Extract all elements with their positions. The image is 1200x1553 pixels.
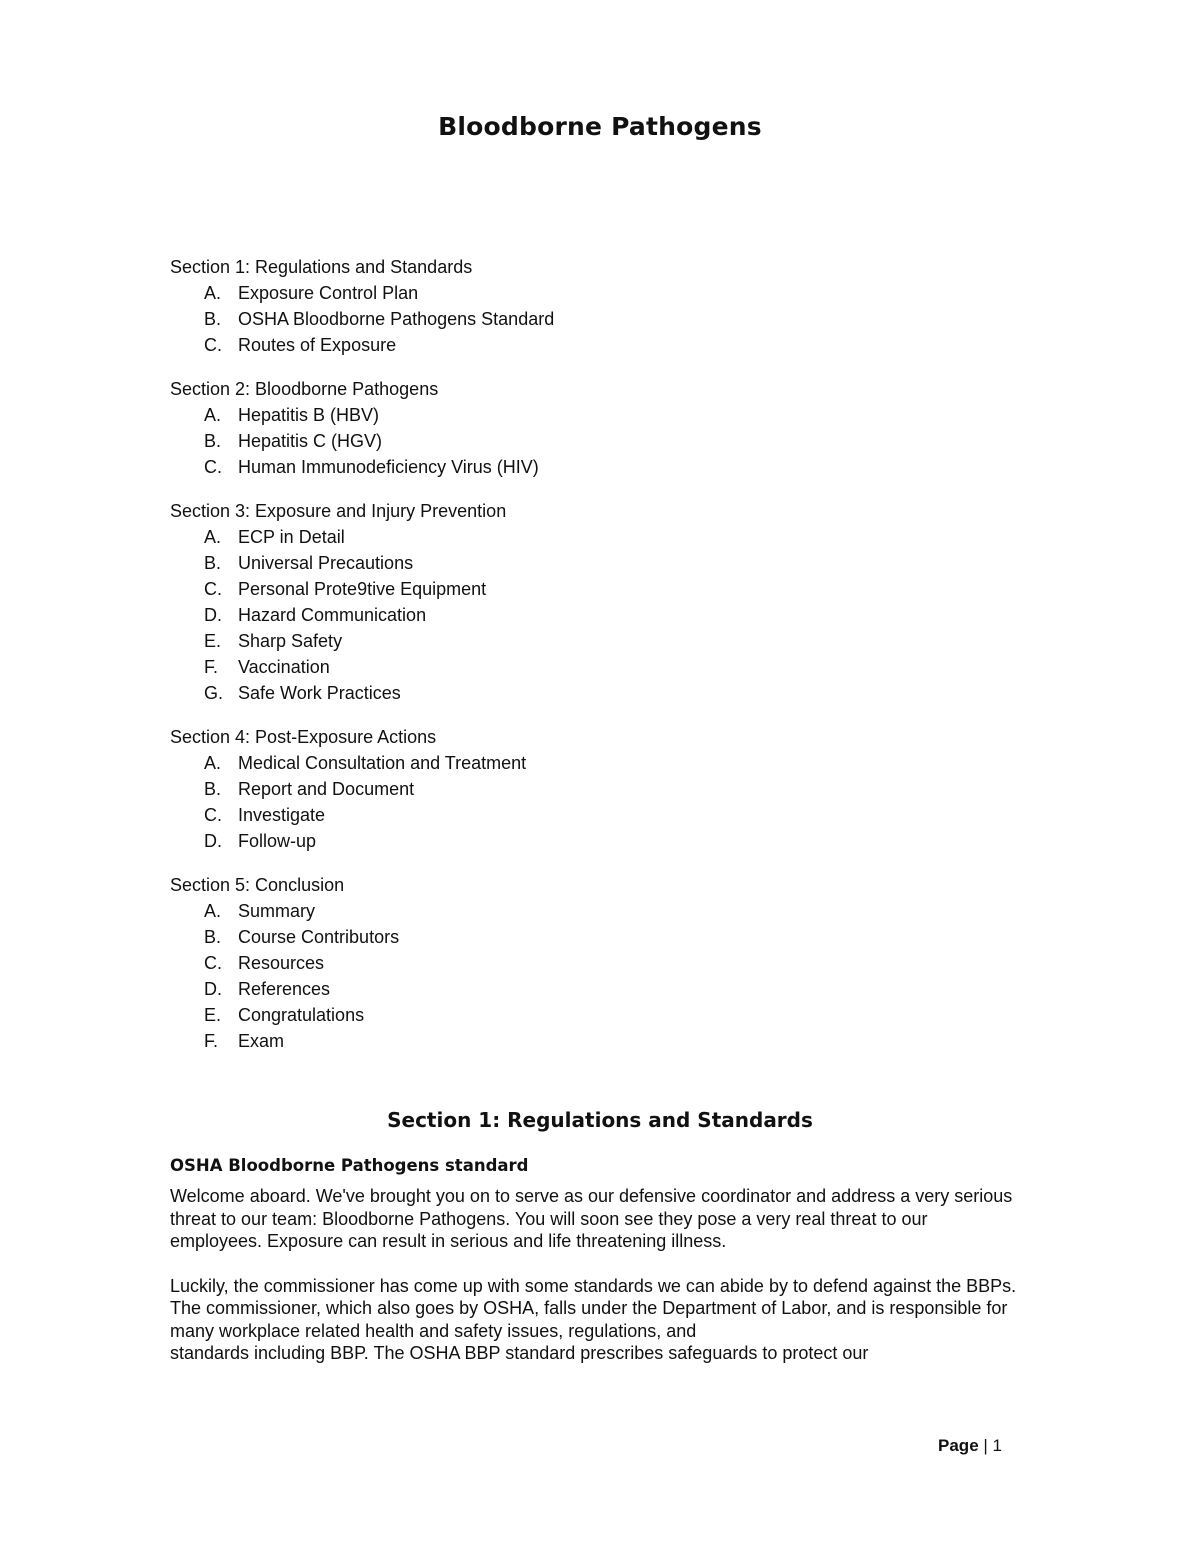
paragraph-line: Luckily, the commissioner has come up with some standards we can abide by to defend against the BBPs. <box>170 1275 1017 1296</box>
toc-item <box>170 1002 870 1028</box>
toc-item <box>170 750 870 776</box>
toc-item-text: References <box>238 979 331 999</box>
toc-item-text: OSHA Bloodborne Pathogens Standard <box>238 309 555 329</box>
toc-item-text: Hepatitis B (HBV) <box>238 405 380 425</box>
toc-item-text: Sharp Safety <box>238 631 343 651</box>
toc-item <box>170 602 870 628</box>
toc-item-letter: B. <box>204 779 222 799</box>
toc-item <box>170 654 870 680</box>
toc-section <box>170 376 870 480</box>
toc-item <box>170 550 870 576</box>
toc-item <box>170 576 870 602</box>
toc-item-letter: C. <box>204 953 222 973</box>
toc-item-text: Exposure Control Plan <box>238 283 419 303</box>
toc-section-heading: Section 1: Regulations and Standards <box>170 257 473 277</box>
toc-section <box>170 724 870 854</box>
toc-item <box>170 402 870 428</box>
toc-item-text: Summary <box>238 901 316 921</box>
toc-item-letter: A. <box>204 283 222 303</box>
toc-item <box>170 802 870 828</box>
toc-item-letter: C. <box>204 335 222 355</box>
paragraph-line: many workplace related health and safety issues, regulations, and <box>170 1320 697 1341</box>
toc-item <box>170 332 870 358</box>
toc-item-text: Congratulations <box>238 1005 365 1025</box>
section-body <box>170 1156 1030 1387</box>
toc-item <box>170 280 870 306</box>
toc-item <box>170 454 870 480</box>
toc-item-letter: G. <box>204 683 224 703</box>
body-paragraph <box>170 1275 1030 1365</box>
toc-item <box>170 828 870 854</box>
toc-item-letter: C. <box>204 579 222 599</box>
toc-section-heading: Section 5: Conclusion <box>170 875 345 895</box>
toc-item-text: Hazard Communication <box>238 605 427 625</box>
toc-item-letter: A. <box>204 527 222 547</box>
toc-item-letter: B. <box>204 927 222 947</box>
toc-item-text: Vaccination <box>238 657 330 677</box>
page-footer <box>938 1436 1002 1456</box>
page-label: Page <box>938 1436 979 1455</box>
toc-item <box>170 680 870 706</box>
toc-item-text: Resources <box>238 953 325 973</box>
paragraph-line: employees. Exposure can result in serious and life threatening illness. <box>170 1231 727 1251</box>
toc-item <box>170 924 870 950</box>
toc-section-heading: Section 2: Bloodborne Pathogens <box>170 379 439 399</box>
toc-item-letter: F. <box>204 1031 219 1051</box>
toc-section-heading: Section 3: Exposure and Injury Prevention <box>170 501 507 521</box>
toc-item-letter: B. <box>204 431 222 451</box>
toc-item <box>170 524 870 550</box>
page-number: 1 <box>992 1436 1002 1455</box>
toc-item-text: Investigate <box>238 805 326 825</box>
toc-item-letter: D. <box>204 979 222 999</box>
toc-item <box>170 306 870 332</box>
toc-item <box>170 950 870 976</box>
toc-item <box>170 976 870 1002</box>
toc-item-text: Human Immunodeficiency Virus (HIV) <box>238 457 539 477</box>
toc-section <box>170 498 870 706</box>
toc-item-text: Routes of Exposure <box>238 335 397 355</box>
toc-item-text: Report and Document <box>238 779 415 799</box>
toc-item-letter: A. <box>204 753 222 773</box>
table-of-contents <box>170 254 870 1072</box>
toc-item-text: Course Contributors <box>238 927 400 947</box>
toc-section <box>170 872 870 1054</box>
toc-item <box>170 776 870 802</box>
paragraph-line: Welcome aboard. We've brought you on to serve as our defensive coordinator and address a very serious <box>170 1186 1013 1206</box>
toc-item-letter: A. <box>204 405 222 425</box>
subheading: OSHA Bloodborne Pathogens standard <box>170 1156 529 1175</box>
toc-item-letter: D. <box>204 605 222 625</box>
toc-item-text: Follow-up <box>238 831 317 851</box>
toc-item <box>170 898 870 924</box>
body-paragraph <box>170 1185 1030 1253</box>
paragraph-line: The commissioner, which also goes by OSHA, falls under the Department of Labor, and is responsible for <box>170 1298 1008 1318</box>
page-separator: | <box>978 1436 993 1455</box>
toc-item-text: Exam <box>238 1031 285 1051</box>
toc-item-letter: E. <box>204 631 222 651</box>
toc-item-letter: F. <box>204 657 219 677</box>
toc-item-text: ECP in Detail <box>238 527 345 547</box>
paragraph-line: threat to our team: Bloodborne Pathogens. You will soon see they pose a very real threat to our <box>170 1208 928 1229</box>
toc-section <box>170 254 870 358</box>
toc-item-letter: B. <box>204 309 222 329</box>
paragraph-line: standards including BBP. The OSHA BBP standard prescribes safeguards to protect our <box>170 1343 869 1363</box>
toc-item-text: Universal Precautions <box>238 553 414 573</box>
toc-item-letter: C. <box>204 805 222 825</box>
toc-item <box>170 1028 870 1054</box>
toc-section-heading: Section 4: Post-Exposure Actions <box>170 727 437 747</box>
toc-item <box>170 628 870 654</box>
document-title: Bloodborne Pathogens <box>438 112 762 141</box>
toc-item-letter: D. <box>204 831 222 851</box>
toc-item-letter: A. <box>204 901 222 921</box>
toc-item-text: Safe Work Practices <box>238 683 401 703</box>
toc-item-text: Medical Consultation and Treatment <box>238 753 527 773</box>
toc-item-letter: B. <box>204 553 222 573</box>
toc-item-text: Hepatitis C (HGV) <box>238 431 383 451</box>
toc-item-text: Personal Prote9tive Equipment <box>238 579 487 599</box>
toc-item <box>170 428 870 454</box>
toc-item-letter: C. <box>204 457 222 477</box>
section-title: Section 1: Regulations and Standards <box>387 1108 813 1132</box>
toc-item-letter: E. <box>204 1005 222 1025</box>
